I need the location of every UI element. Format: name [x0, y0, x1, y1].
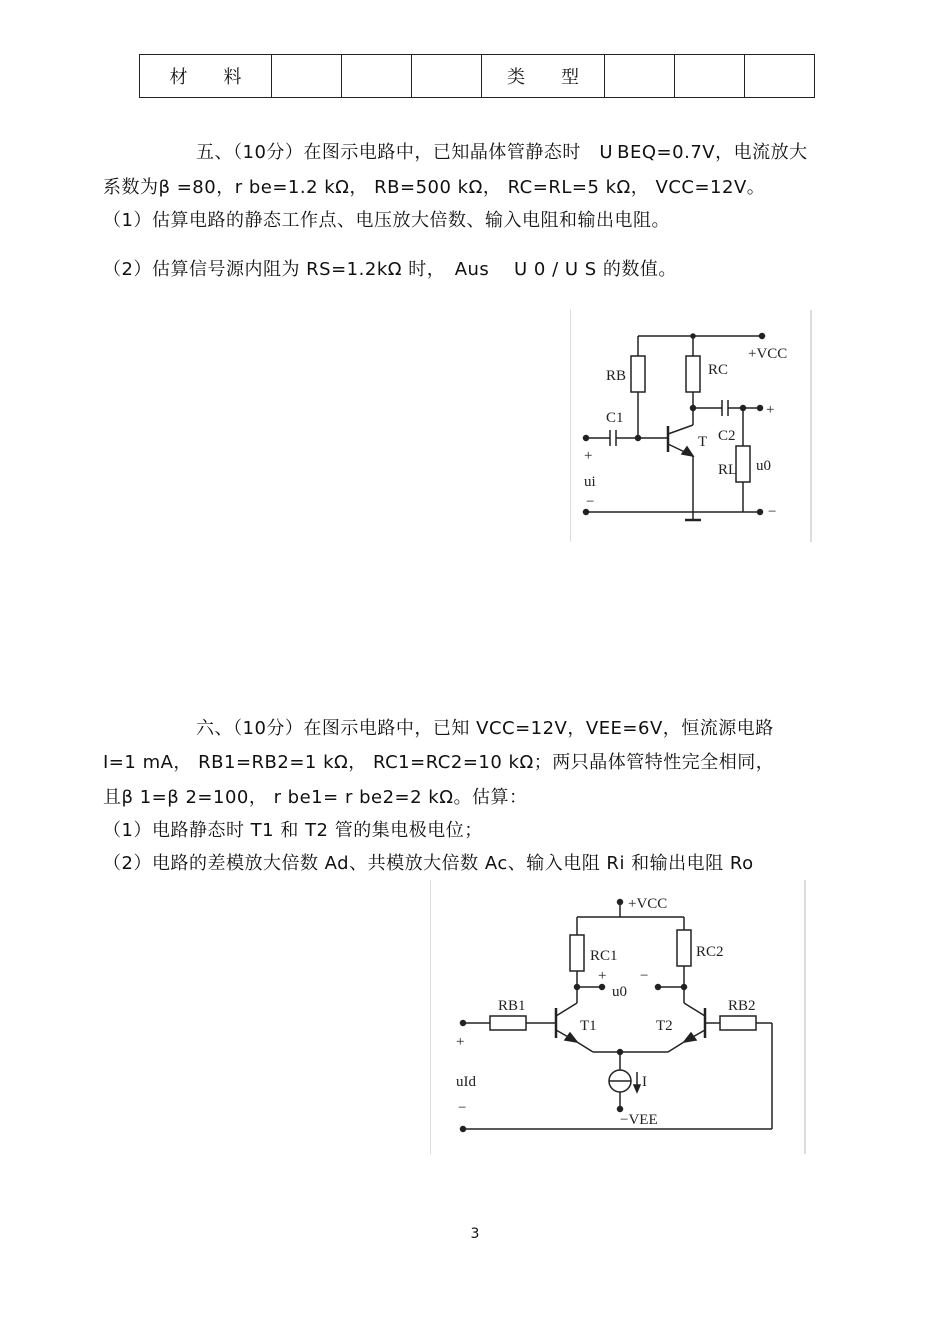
u0-plus: + [598, 968, 607, 984]
rb-label: RB [606, 368, 627, 384]
rc-label: RC [708, 362, 729, 378]
page-number: 3 [470, 1226, 480, 1242]
rl-label: RL [718, 462, 738, 478]
uid-label: uId [456, 1074, 476, 1090]
q5-line4: （2）估算信号源内阻为 RS=1.2kΩ 时， Aus U 0 / U S 的数值。 [103, 259, 677, 280]
q6-line3: 且β 1=β 2=100， r be1= r be2=2 kΩ。估算： [103, 787, 528, 808]
q6-line4: （1）电路静态时 T1 和 T2 管的集电极电位； [103, 820, 483, 841]
input-minus: − [458, 1100, 467, 1116]
output-minus: − [768, 504, 777, 520]
vcc-label: +VCC [748, 346, 788, 362]
header-cell [675, 55, 745, 98]
transistor-label: T [698, 434, 708, 450]
rb1-label: RB1 [498, 998, 526, 1014]
circuit-figure-1 [570, 310, 812, 542]
u0-label: u0 [756, 458, 771, 474]
input-plus: + [456, 1034, 465, 1050]
q5-line2: 系数为β =80，r be=1.2 kΩ， RB=500 kΩ， RC=RL=5 kΩ， VCC=12V。 [103, 177, 766, 198]
current-label: I [642, 1074, 647, 1090]
input-plus: + [584, 448, 593, 464]
q5-line3: （1）估算电路的静态工作点、电压放大倍数、输入电阻和输出电阻。 [103, 210, 670, 231]
input-minus: − [586, 494, 595, 510]
header-table [139, 54, 815, 98]
header-cell [272, 55, 342, 98]
q5-line1: 五、（10分）在图示电路中，已知晶体管静态时 U BEQ=0.7V，电流放大 [196, 142, 808, 163]
u0-label: u0 [612, 984, 627, 1000]
header-cell [745, 55, 815, 98]
circuit-figure-2 [430, 880, 806, 1154]
vee-label: −VEE [620, 1112, 658, 1128]
header-cell-material: 材 料 [140, 55, 272, 98]
output-plus: + [766, 402, 775, 418]
ui-label: ui [584, 474, 596, 490]
c1-label: C1 [606, 410, 624, 426]
rb2-label: RB2 [728, 998, 756, 1014]
q6-line5: （2）电路的差模放大倍数 Ad、共模放大倍数 Ac、输入电阻 Ri 和输出电阻 Ro [103, 853, 754, 874]
header-cell [605, 55, 675, 98]
header-cell-type: 类 型 [482, 55, 605, 98]
header-cell [412, 55, 482, 98]
rc1-label: RC1 [590, 948, 618, 964]
c2-label: C2 [718, 428, 736, 444]
t1-label: T1 [580, 1018, 597, 1034]
header-cell [342, 55, 412, 98]
q6-line1: 六、（10分）在图示电路中，已知 VCC=12V，VEE=6V，恒流源电路 [196, 718, 774, 739]
t2-label: T2 [656, 1018, 673, 1034]
rc2-label: RC2 [696, 944, 724, 960]
q6-line2: I=1 mA， RB1=RB2=1 kΩ， RC1=RC2=10 kΩ；两只晶体管特性完全相同， [103, 752, 775, 773]
vcc-label: +VCC [628, 896, 668, 912]
u0-minus: − [640, 968, 649, 984]
